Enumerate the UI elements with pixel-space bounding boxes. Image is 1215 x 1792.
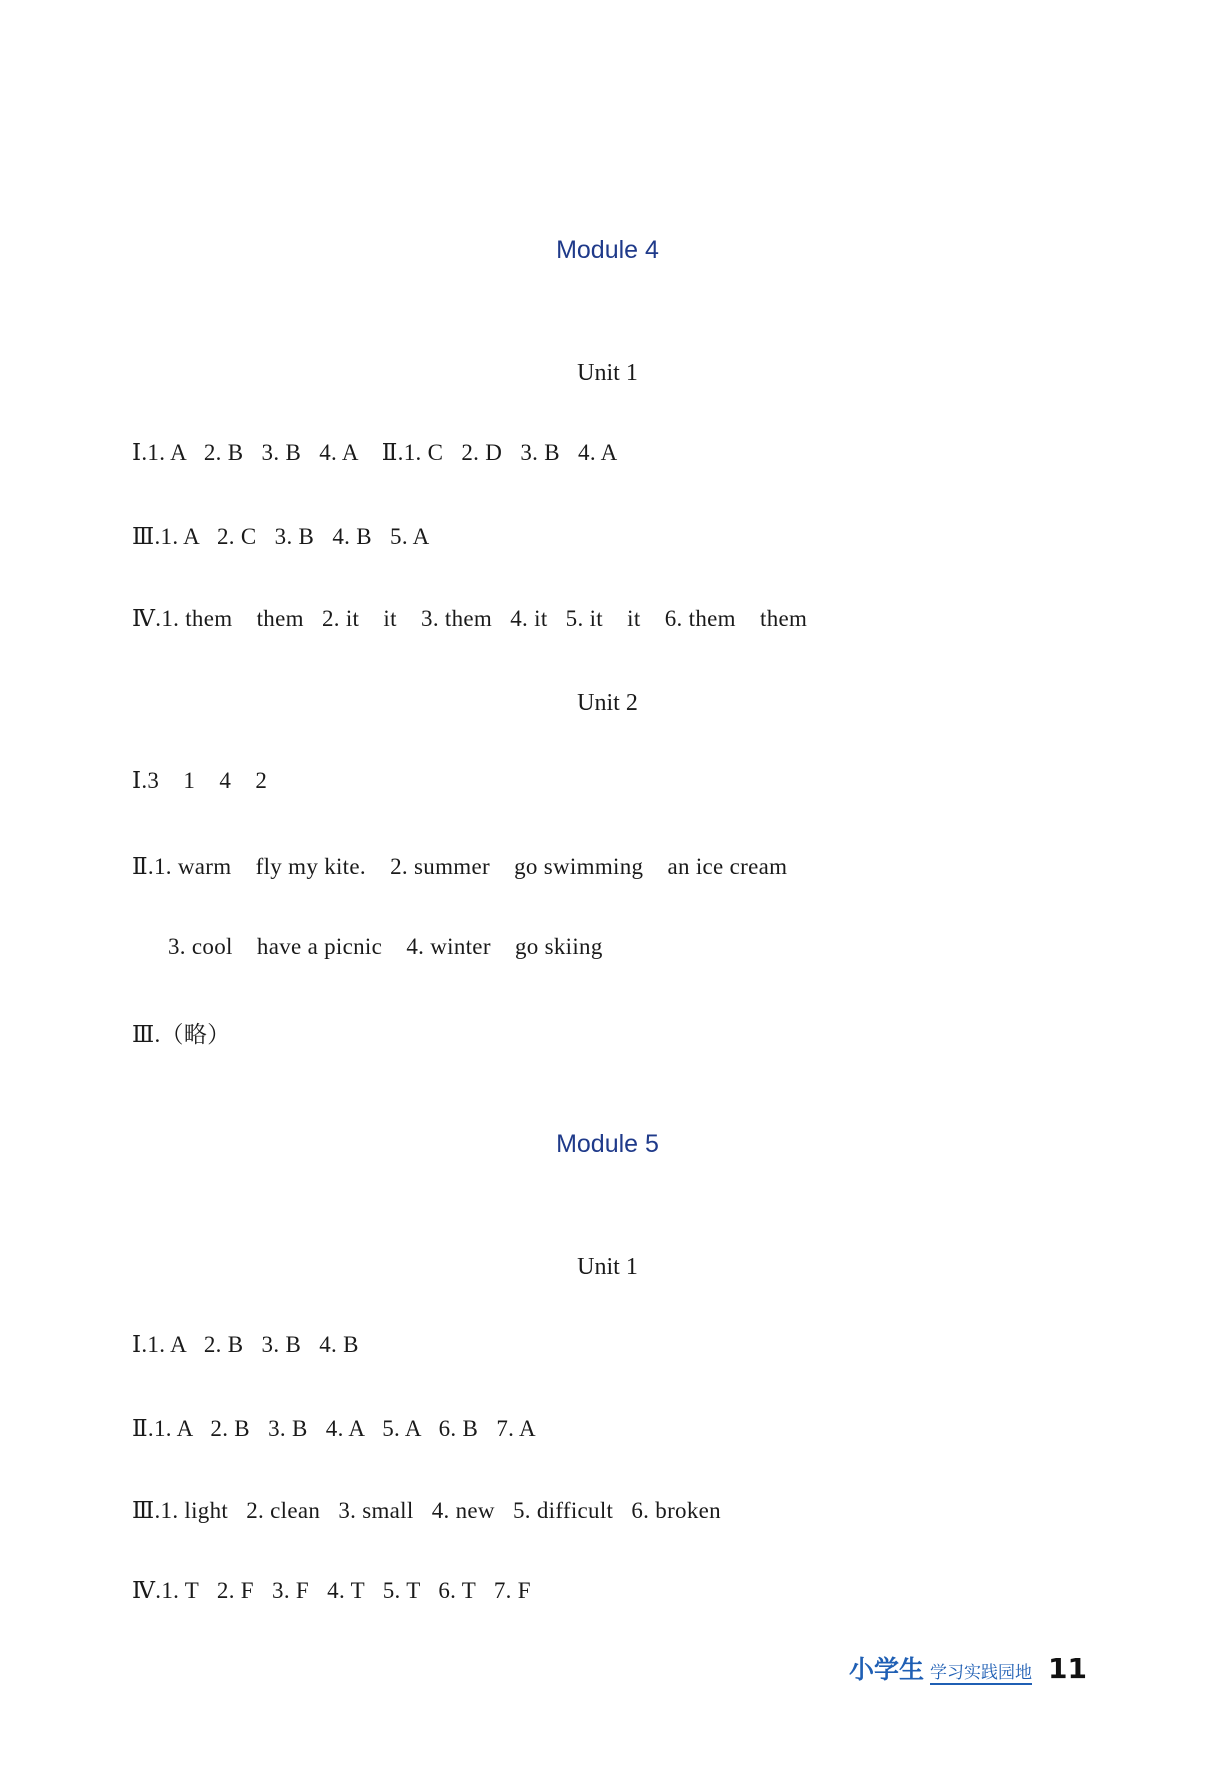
answer-line: Ⅲ.1. light 2. clean 3. small 4. new 5. difficult 6. broken <box>132 1498 721 1523</box>
page-footer <box>849 1650 1087 1686</box>
answer-line: Ⅲ.1. A 2. C 3. B 4. B 5. A <box>132 524 430 549</box>
module-4-unit-2-title: Unit 2 <box>577 690 638 716</box>
page-number: 11 <box>1048 1652 1087 1685</box>
brand-logo: 小学生 <box>849 1655 925 1684</box>
module-4-title: Module 4 <box>556 236 659 264</box>
answer-line: Ⅰ.1. A 2. B 3. B 4. A Ⅱ.1. C 2. D 3. B 4. A <box>132 440 618 465</box>
answer-line: Ⅰ.1. A 2. B 3. B 4. B <box>132 1332 359 1357</box>
module-5-unit-1-title: Unit 1 <box>577 1254 638 1280</box>
module-5-title: Module 5 <box>556 1130 659 1158</box>
brand-subtitle: 学习实践园地 <box>930 1658 1032 1685</box>
module-4-unit-1-title: Unit 1 <box>577 360 638 386</box>
answer-line: Ⅳ.1. T 2. F 3. F 4. T 5. T 6. T 7. F <box>132 1578 531 1603</box>
answer-line: Ⅱ.1. warm fly my kite. 2. summer go swimming an ice cream <box>132 854 788 879</box>
answer-line: 3. cool have a picnic 4. winter go skiing <box>168 934 603 959</box>
answer-line: Ⅳ.1. them them 2. it it 3. them 4. it 5. it it 6. them them <box>132 606 808 631</box>
answer-line: Ⅲ.（略） <box>132 1022 231 1047</box>
answer-line: Ⅱ.1. A 2. B 3. B 4. A 5. A 6. B 7. A <box>132 1416 536 1441</box>
answer-line: Ⅰ.3 1 4 2 <box>132 768 268 793</box>
